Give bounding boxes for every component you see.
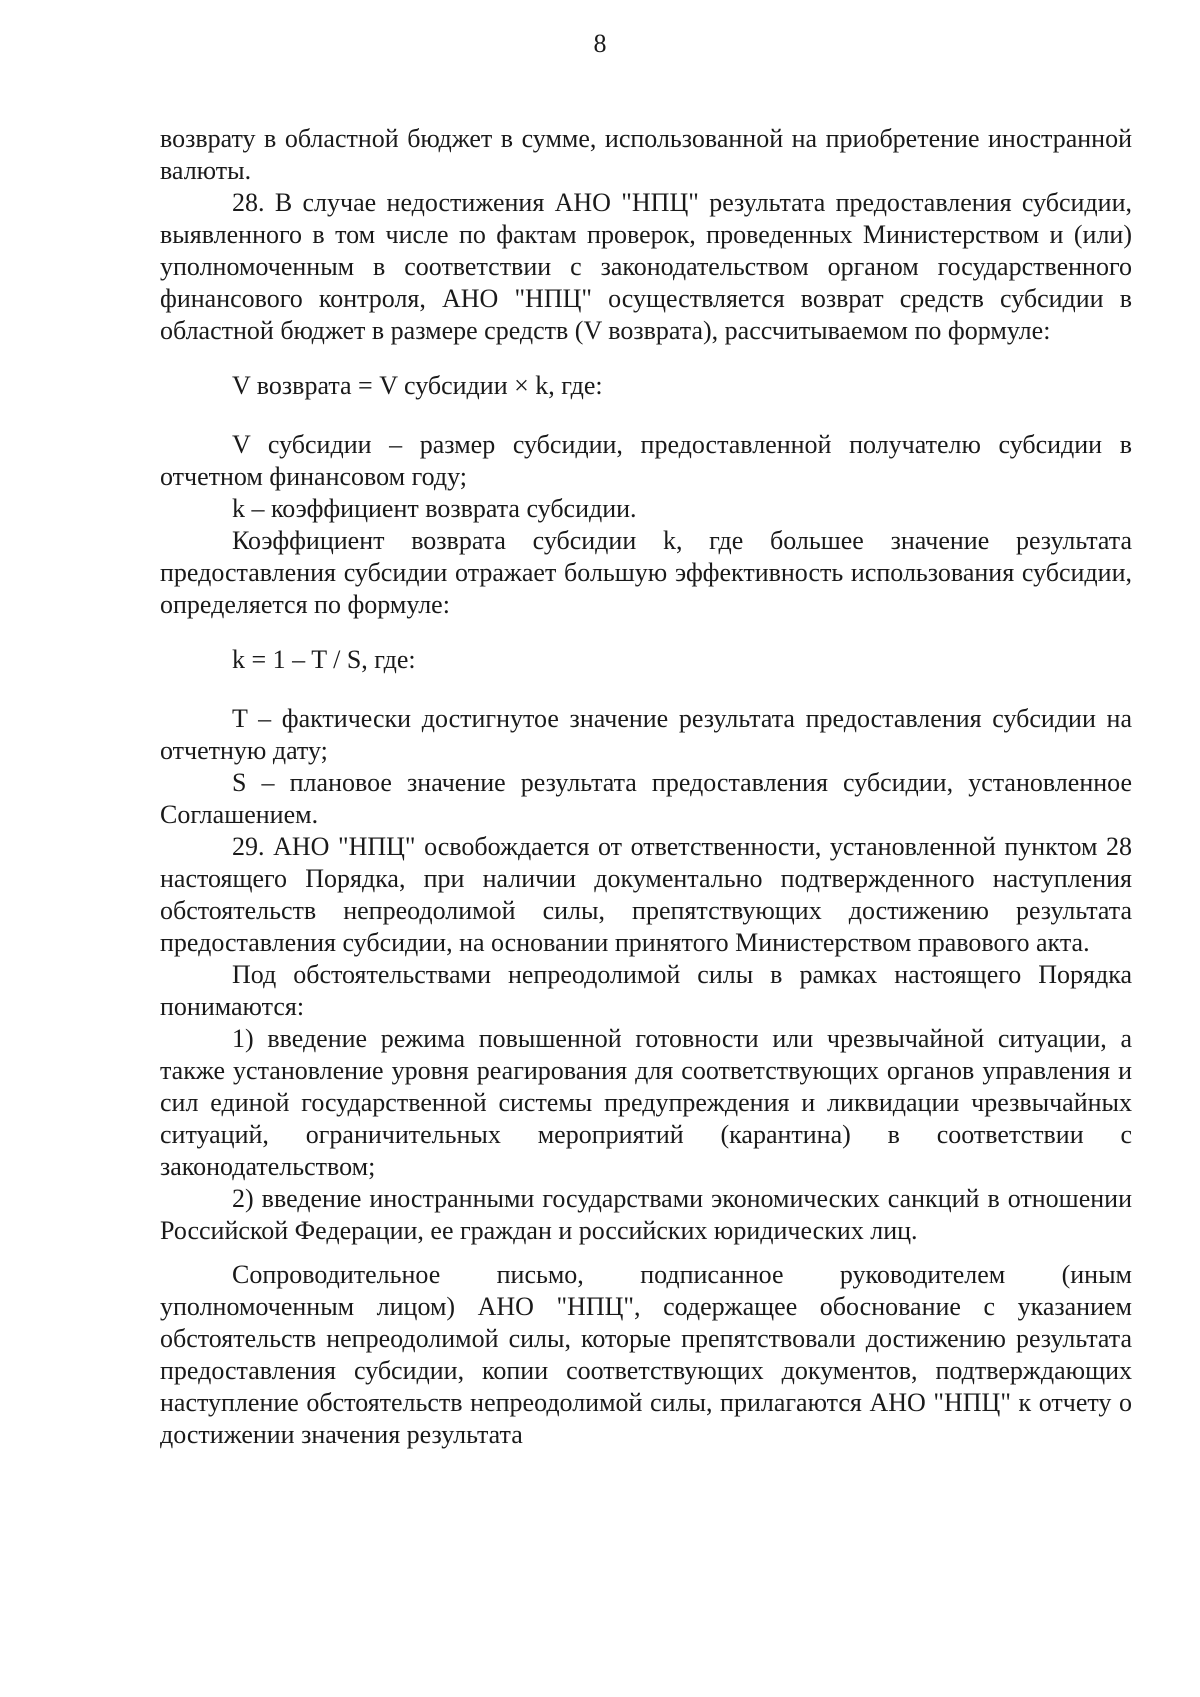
formula-v-return: V возврата = V субсидии × k, где: [232, 371, 603, 400]
paragraph-force-majeure-intro: Под обстоятельствами непреодолимой силы в рамках настоящего Порядка понимаются: [160, 960, 1132, 1021]
definition-s: S – плановое значение результата предоставления субсидии, установленное Соглашением. [160, 768, 1132, 829]
paragraph-clause-29: 29. АНО "НПЦ" освобождается от ответственности, установленной пунктом 28 настоящего Порядка, при наличии документально подтвержденного наступления обстоятельств непреодолимой силы, препятствующих достижению результата предоставления субсидии, на основании принятого Министерством правового акта. [160, 832, 1132, 957]
paragraph-coefficient: Коэффициент возврата субсидии k, где большее значение результата предоставления субсидии отражает большую эффективность использования субсидии, определяется по формуле: [160, 526, 1132, 619]
page-number: 8 [593, 29, 607, 58]
definition-k: k – коэффициент возврата субсидии. [232, 494, 637, 523]
list-item-1: 1) введение режима повышенной готовности или чрезвычайной ситуации, а также установление уровня реагирования для соответствующих органов управления и сил единой государственной системы предупреждения и ликвидации чрезвычайных ситуаций, ограничительных мероприятий (карантина) в соответствии с законодательством; [160, 1024, 1132, 1181]
paragraph-cover-letter: Сопроводительное письмо, подписанное руководителем (иным уполномоченным лицом) АНО "НПЦ", содержащее обоснование с указанием обстоятельств непреодолимой силы, которые препятствовали достижению результата предоставления субсидии, копии соответствующих документов, подтверждающих наступление обстоятельств непреодолимой силы, прилагаются АНО "НПЦ" к отчету о достижении значения результата [160, 1260, 1132, 1449]
document-body [160, 123, 1132, 1451]
list-item-2: 2) введение иностранными государствами экономических санкций в отношении Российской Федерации, ее граждан и российских юридических лиц. [160, 1184, 1132, 1245]
paragraph-continuation: возврату в областной бюджет в сумме, использованной на приобретение иностранной валюты. [160, 124, 1132, 185]
definition-t: T – фактически достигнутое значение результата предоставления субсидии на отчетную дату; [160, 704, 1132, 765]
formula-k: k = 1 – T / S, где: [232, 645, 416, 674]
paragraph-clause-28: 28. В случае недостижения АНО "НПЦ" результата предоставления субсидии, выявленного в том числе по фактам проверок, проведенных Министерством и (или) уполномоченным в соответствии с законодательством органом государственного финансового контроля, АНО "НПЦ" осуществляется возврат средств субсидии в областной бюджет в размере средств (V возврата), рассчитываемом по формуле: [160, 188, 1132, 345]
definition-v-subsidy: V субсидии – размер субсидии, предоставленной получателю субсидии в отчетном финансовом году; [160, 430, 1132, 491]
